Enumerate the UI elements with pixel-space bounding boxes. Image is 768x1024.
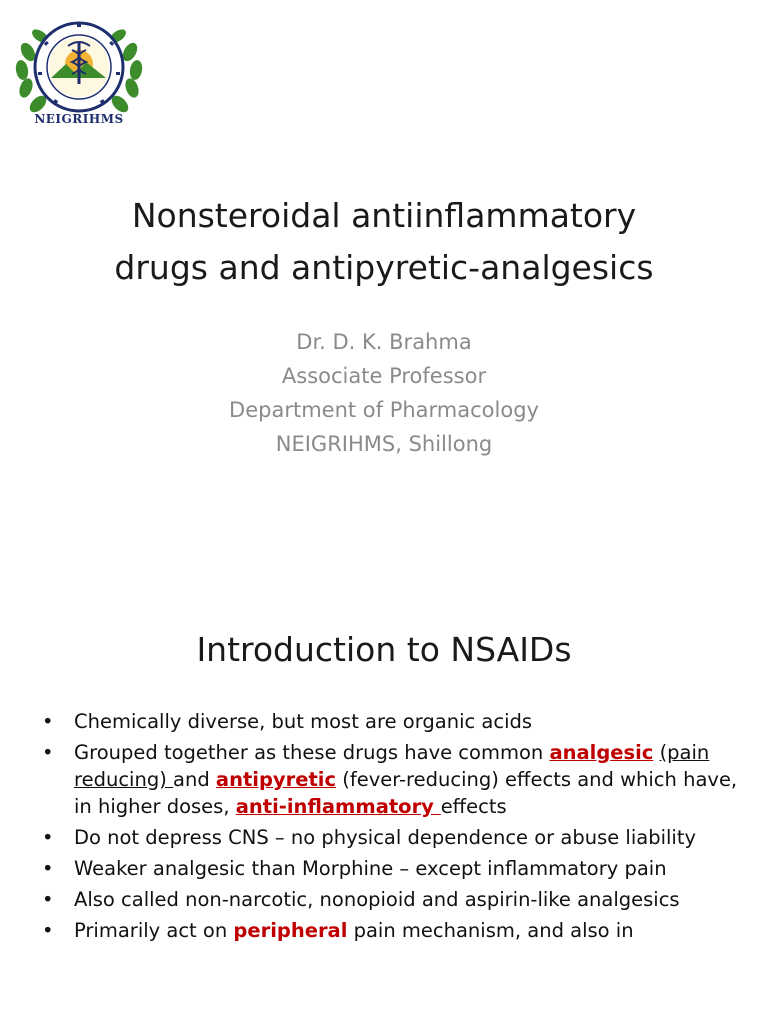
slide-title <box>0 190 768 294</box>
logo-text: NEIGRIHMS <box>34 112 124 126</box>
highlight-analgesic: analgesic <box>549 741 654 764</box>
bullet-icon: • <box>42 919 54 942</box>
bullet-item: • Also called non-narcotic, nonopioid and aspirin-like analgesics <box>42 888 680 911</box>
bullet-icon: • <box>42 857 54 880</box>
highlight-peripheral: peripheral <box>233 919 348 942</box>
bullet-item: • Weaker analgesic than Morphine – except inflammatory pain <box>42 857 667 880</box>
bullet-icon: • <box>42 888 54 911</box>
bullet-icon: • <box>42 741 54 764</box>
bullet-item: • Chemically diverse, but most are organic acids <box>42 710 533 733</box>
bullet-list <box>42 708 742 948</box>
bullet-item: • Primarily act on peripheral pain mechanism, and also in <box>42 919 634 942</box>
intro-slide <box>0 560 768 1024</box>
author-department: Department of Pharmacology <box>229 398 539 422</box>
highlight-antipyretic: antipyretic <box>215 768 337 791</box>
title-line-2: drugs and antipyretic-analgesics <box>114 248 654 287</box>
bullet-icon: • <box>42 710 54 733</box>
author-name: Dr. D. K. Brahma <box>296 330 472 354</box>
slide-title: Introduction to NSAIDs <box>196 630 572 669</box>
bullet-item: • Do not depress CNS – no physical dependence or abuse liability <box>42 826 697 849</box>
author-position: Associate Professor <box>281 364 487 388</box>
author-block <box>0 325 768 461</box>
bullet-icon: • <box>42 826 54 849</box>
author-institution: NEIGRIHMS, Shillong <box>275 432 493 456</box>
bullet-item: • Grouped together as these drugs have common analgesic (pain reducing) and antipyretic (fever-reducing) effects and which have, in higher doses, anti-inflammatory effects <box>42 741 738 818</box>
title-line-1: Nonsteroidal antiinflammatory <box>131 196 637 235</box>
highlight-anti-inflammatory: anti-inflammatory <box>235 795 441 818</box>
